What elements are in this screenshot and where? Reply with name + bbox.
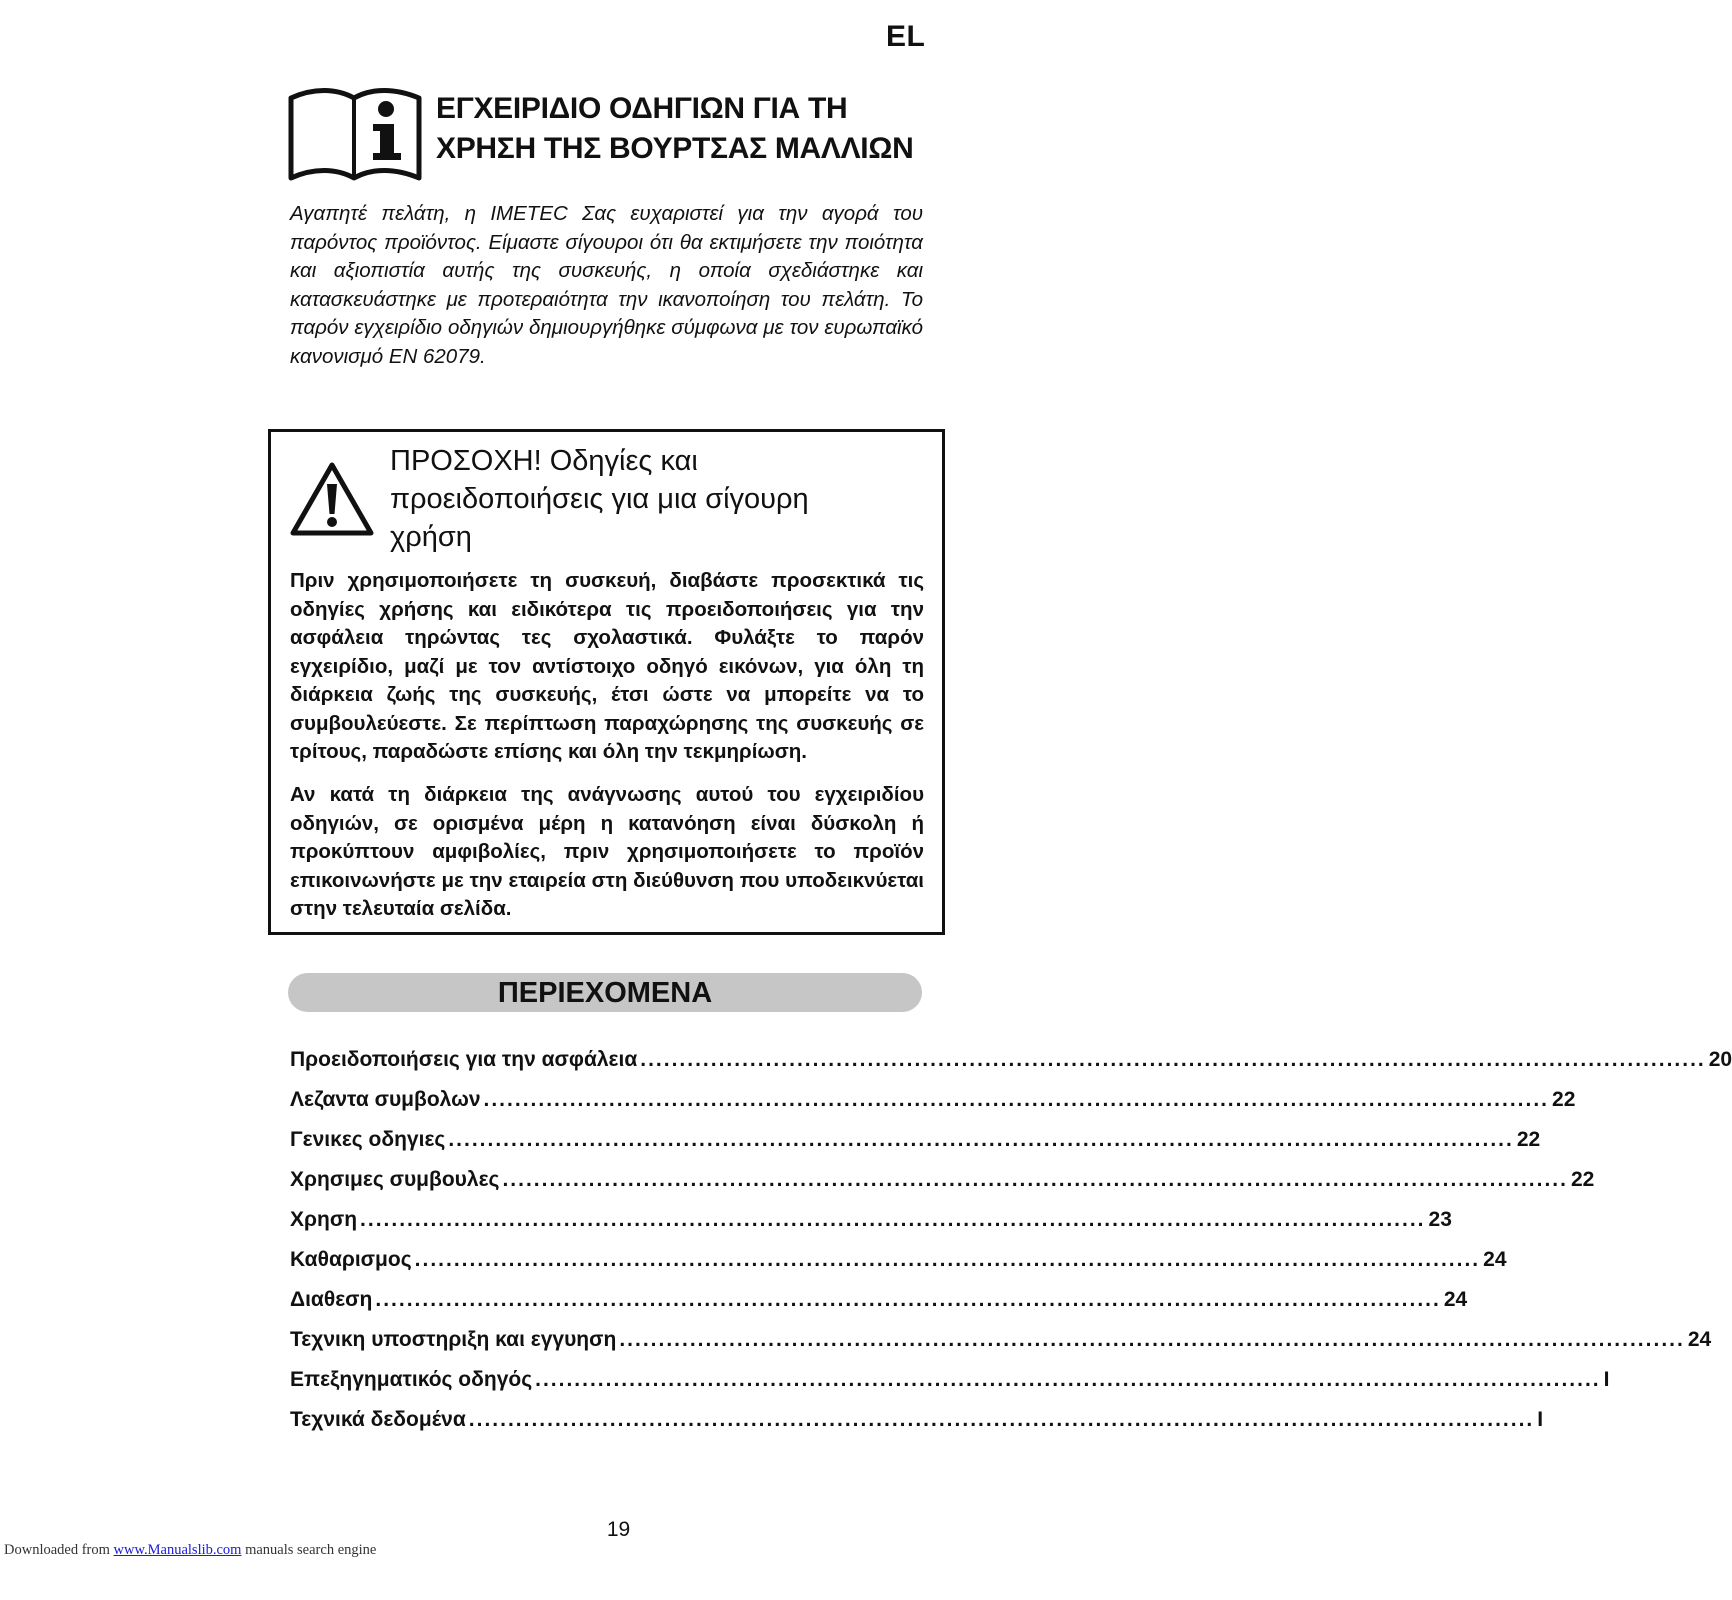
contents-heading: ΠΕΡΙΕΧΟΜΕΝΑ	[288, 973, 922, 1012]
toc-label: Επεξηγηματικός οδηγός	[290, 1368, 533, 1391]
manual-title	[436, 89, 936, 169]
safety-warning-box	[268, 429, 945, 935]
toc-label: Καθαρισμος	[290, 1248, 412, 1271]
warning-title-line: προειδοποιήσεις για μια σίγουρη	[390, 483, 809, 515]
manual-header	[288, 86, 928, 182]
manual-title-line: ΧΡΗΣΗ ΤΗΣ ΒΟΥΡΤΣΑΣ ΜΑΛΛΙΩΝ	[436, 132, 914, 165]
toc-leader-dots: ........................................................................................................................................	[640, 1048, 1706, 1071]
toc-page-number: 20	[1708, 1048, 1732, 1071]
toc-leader-dots: ........................................................................................................................................	[448, 1128, 1514, 1151]
warning-paragraph: Πριν χρησιμοποιήσετε τη συσκευή, διαβάστε προσεκτικά τις οδηγίες χρήσης και ειδικότερα τις προειδοποιήσεις για την ασφάλεια τηρώντας τες σχολαστικά. Φυλάξτε το παρόν εγχειρίδιο, μαζί με τον αντίστοιχο οδηγό εικόνων, για όλη τη διάρκεια ζωής της συσκευής, έτσι ώστε να μπορείτε να το συμβουλεύεστε. Σε περίπτωση παραχώρησης της συσκευής σε τρίτους, παραδώστε επίσης και όλη την τεκμηρίωση.	[290, 569, 924, 763]
intro-paragraph: Αγαπητέ πελάτη, η IMETEC Σας ευχαριστεί για την αγορά του παρόντος προϊόντος. Είμαστε σίγουροι ότι θα εκτιμήσετε την ποιότητα και αξιοπιστία αυτής της συσκευής, η οποία σχεδιάστηκε και κατασκευάστηκε με προτεραιότητα την ικανοποίηση του πελάτη. Το παρόν εγχειρίδιο οδηγιών δημιουργήθηκε σύμφωνα με τον ευρωπαϊκό κανονισμό EN 62079.	[290, 202, 923, 368]
toc-page-number: 24	[1687, 1328, 1712, 1351]
toc-entry[interactable]	[290, 1120, 1541, 1160]
footer-prefix: Downloaded from	[4, 1542, 114, 1558]
toc-page-number: 22	[1570, 1168, 1595, 1191]
warning-title	[390, 442, 910, 556]
info-book-icon	[288, 86, 422, 182]
toc-entry[interactable]	[290, 1400, 1544, 1440]
toc-entry[interactable]	[290, 1360, 1610, 1400]
footer-suffix: manuals search engine	[241, 1542, 377, 1558]
toc-page-number: 23	[1428, 1208, 1452, 1231]
toc-label: Τεχνικά δεδομένα	[290, 1408, 466, 1431]
toc-label: Διαθεση	[290, 1288, 373, 1311]
table-of-contents	[290, 1040, 1732, 1440]
toc-leader-dots: ........................................................................................................................................	[502, 1168, 1568, 1191]
warning-paragraph: Αν κατά τη διάρκεια της ανάγνωσης αυτού του εγχειριδίου οδηγιών, σε ορισμένα μέρη η κατανόηση είναι δύσκολη ή προκύπτουν αμφιβολίες, πριν χρησιμοποιήσετε το προϊόν επικοινωνήστε με την εταιρεία στη διεύθυνση που υποδεικνύεται στην τελευταία σελίδα.	[290, 783, 924, 920]
manualslib-link[interactable]: www.Manualslib.com	[113, 1542, 242, 1558]
toc-label: Τεχνικη υποστηριξη και εγγυηση	[290, 1328, 617, 1351]
toc-leader-dots: ........................................................................................................................................	[414, 1248, 1481, 1271]
toc-leader-dots: ........................................................................................................................................	[535, 1368, 1601, 1391]
toc-page-number: I	[1603, 1368, 1610, 1391]
download-footer	[4, 1542, 376, 1559]
toc-entry[interactable]	[290, 1160, 1595, 1200]
toc-page-number: 24	[1483, 1248, 1507, 1271]
toc-leader-dots: ........................................................................................................................................	[360, 1208, 1426, 1231]
toc-page-number: 24	[1443, 1288, 1468, 1311]
toc-entry[interactable]	[290, 1080, 1576, 1120]
toc-leader-dots: ........................................................................................................................................	[619, 1328, 1685, 1351]
warning-title-line: χρήση	[390, 521, 472, 553]
toc-label: Χρηση	[290, 1208, 358, 1231]
warning-title-line: ΠΡΟΣΟΧΗ! Οδηγίες και	[390, 445, 698, 477]
toc-page-number: I	[1537, 1408, 1544, 1431]
toc-entry[interactable]	[290, 1040, 1732, 1080]
toc-entry[interactable]	[290, 1320, 1712, 1360]
toc-leader-dots: ........................................................................................................................................	[483, 1088, 1550, 1111]
page-number: 19	[606, 1518, 631, 1541]
toc-label: Γενικες οδηγιες	[290, 1128, 446, 1151]
toc-leader-dots: ........................................................................................................................................	[468, 1408, 1535, 1431]
toc-label: Χρησιμες συμβουλες	[290, 1168, 500, 1191]
manual-title-line: ΕΓΧΕΙΡΙΔΙΟ ΟΔΗΓΙΩΝ ΓΙΑ ΤΗ	[436, 92, 848, 125]
toc-entry[interactable]	[290, 1280, 1468, 1320]
toc-entry[interactable]	[290, 1240, 1507, 1280]
toc-entry[interactable]	[290, 1200, 1452, 1240]
language-code: EL	[886, 20, 926, 53]
toc-label: Προειδοποιήσεις για την ασφάλεια	[290, 1048, 638, 1071]
toc-page-number: 22	[1516, 1128, 1541, 1151]
toc-page-number: 22	[1552, 1088, 1576, 1111]
toc-label: Λεζαντα συμβολων	[290, 1088, 481, 1111]
toc-leader-dots: ........................................................................................................................................	[375, 1288, 1441, 1311]
warning-triangle-icon	[289, 460, 375, 538]
